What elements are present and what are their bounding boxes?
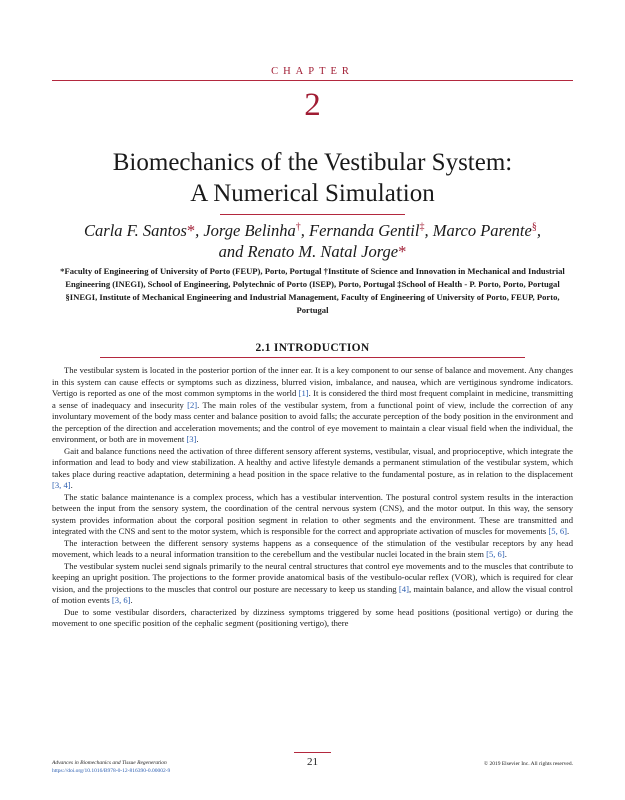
paragraph	[52, 538, 573, 561]
paragraph-text: The vestibular system nuclei send signals primarily to the neural central structures that control eye movements and to the muscles that contribute to keeping an upright position. The projections to the former provide anatomical basis of the vestibulo-ocular reflex (VOR), which is required for clear vision, and the projections to the muscles that control our posture are necessary to keep us standing	[52, 560, 573, 594]
chapter-label: CHAPTER	[271, 66, 354, 77]
footer-rule	[294, 752, 331, 753]
paragraph-text: .	[567, 526, 570, 536]
paragraph	[52, 365, 573, 446]
paragraph-text: The vestibular system is located in the posterior portion of the inner ear. It is a key component to our sense of balance and movement. Any changes in this system can cause effects or symptoms such as dizziness, blurred vision, imbalance, and nausea, which are vertiginous syndrome indicators. Vertigo is reported as one of the most common symptoms in the world	[52, 365, 573, 398]
section-heading: 2.1 INTRODUCTION	[255, 342, 370, 354]
author-name: and Renato M. Natal Jorge	[218, 242, 399, 261]
author-mark: †	[295, 221, 301, 233]
citation-link[interactable]: [1]	[298, 388, 309, 398]
body-text	[52, 365, 573, 630]
citation-link[interactable]: [3, 4]	[52, 480, 71, 490]
copyright: © 2019 Elsevier Inc. All rights reserved.	[483, 761, 573, 767]
chapter-title	[0, 147, 625, 209]
paragraph-text: Gait and balance functions need the activation of three different sensory afferent systems, vestibular, visual, and proprioceptive, which integrate the information and lead to body and view stabilization. A healthy and active lifestyle demands a permanent stimulation of the vestibular system, which takes place during reactive adaptation, determining a head position in the space relative to the fundamental posture, as in relation to the displacement	[52, 445, 573, 479]
citation-link[interactable]: [3, 6]	[111, 595, 131, 605]
chapter-number: 2	[304, 87, 321, 123]
book-title: Advances in Biomechanics and Tissue Regeneration	[52, 760, 167, 766]
title-rule	[220, 214, 405, 215]
paragraph-text: The static balance maintenance is a complex process, which has a vestibular intervention. The postural control system results in the interaction between the input from the sensory system, the coordination of the central nervous system (CNS), and the motor output. In this way, the sensory system provides information about the corporal position segment in relation to other segments and the environment. These are transmitted and integrated with the CNS and sent to the motor system, which is responsible for the correct and appropriate activation of muscles for movements	[52, 491, 573, 536]
paragraph-text: .	[130, 595, 133, 605]
citation-link[interactable]: [3]	[186, 434, 197, 444]
title-line-2: A Numerical Simulation	[190, 180, 435, 207]
paragraph-text: . The main roles of the vestibular system, from a functional point of view, include the correction of any involuntary movement of the body mass center and balance position to avoid falls; the accurate perception of the body position in the environment and the perception of the direction and acceleration movements; and the control of eye movement to maintain a clear visual field when the individual, the environment, or both are in movement	[52, 399, 574, 444]
author-name: Jorge Belinha	[203, 221, 296, 240]
paragraph-text: . It is considered the third most frequent complaint in medicine, transmitting a sense of inadequacy and insecurity	[52, 388, 573, 410]
paragraph-text: .	[196, 434, 199, 444]
author-mark: *	[398, 242, 407, 261]
citation-link[interactable]: [5, 6]	[548, 526, 568, 536]
paragraph	[52, 492, 573, 538]
doi-link[interactable]: https://doi.org/10.1016/B978-0-12-816390-0.00002-9	[52, 768, 171, 774]
author-list: Carla F. Santos*, Jorge Belinha†, Fernanda Gentil‡, Marco Parente§, and Renato M. Natal Jorge*	[84, 221, 541, 261]
author-mark: §	[531, 221, 537, 233]
author-mark: ‡	[419, 221, 425, 233]
paragraph-text: .	[70, 480, 73, 490]
paragraph-text: , maintain balance, and allow the visual control of motion events	[52, 583, 573, 605]
citation-link[interactable]: [2]	[187, 399, 198, 410]
citation-link[interactable]: [4]	[398, 583, 409, 594]
chapter-rule	[52, 80, 573, 81]
paragraph-text: The interaction between the different sensory systems happens as a consequence of the stimulation of the vestibular receptors by any head movement, which leads to a neural information transition to the cerebellum and the vestibular nuclei located in the brain stem	[52, 537, 573, 559]
paragraph-text: .	[504, 549, 507, 559]
paragraph	[52, 561, 573, 607]
title-line-1: Biomechanics of the Vestibular System:	[112, 149, 513, 176]
paragraph	[52, 607, 573, 630]
author-name: Fernanda Gentil	[309, 221, 420, 240]
author-name: Marco Parente	[432, 221, 532, 240]
paragraph	[52, 446, 573, 492]
page-number: 21	[307, 756, 318, 768]
author-name: Carla F. Santos	[84, 221, 187, 240]
citation-link[interactable]: [5, 6]	[486, 549, 505, 559]
section-rule	[100, 357, 525, 358]
author-mark: *	[186, 221, 196, 240]
paragraph-text: Due to some vestibular disorders, characterized by dizziness symptoms triggered by some head positions (positional vertigo) or during the movement to one specific position of the cephalic segment (positioning vertigo), there	[52, 606, 573, 628]
affiliations: *Faculty of Engineering of University of Porto (FEUP), Porto, Portugal †Institute of Science and Innovation in Mechanical and Industrial Engineering (INEGI), School of Engineering, Polytechnic of Porto (ISEP), Porto, Portugal ‡School of Health - P. Porto, Porto, Portugal §INEGI, Institute of Mechanical Engineering and Industrial Management, Faculty of Engineering of University of Porto, FEUP, Porto, Portugal	[60, 266, 565, 315]
